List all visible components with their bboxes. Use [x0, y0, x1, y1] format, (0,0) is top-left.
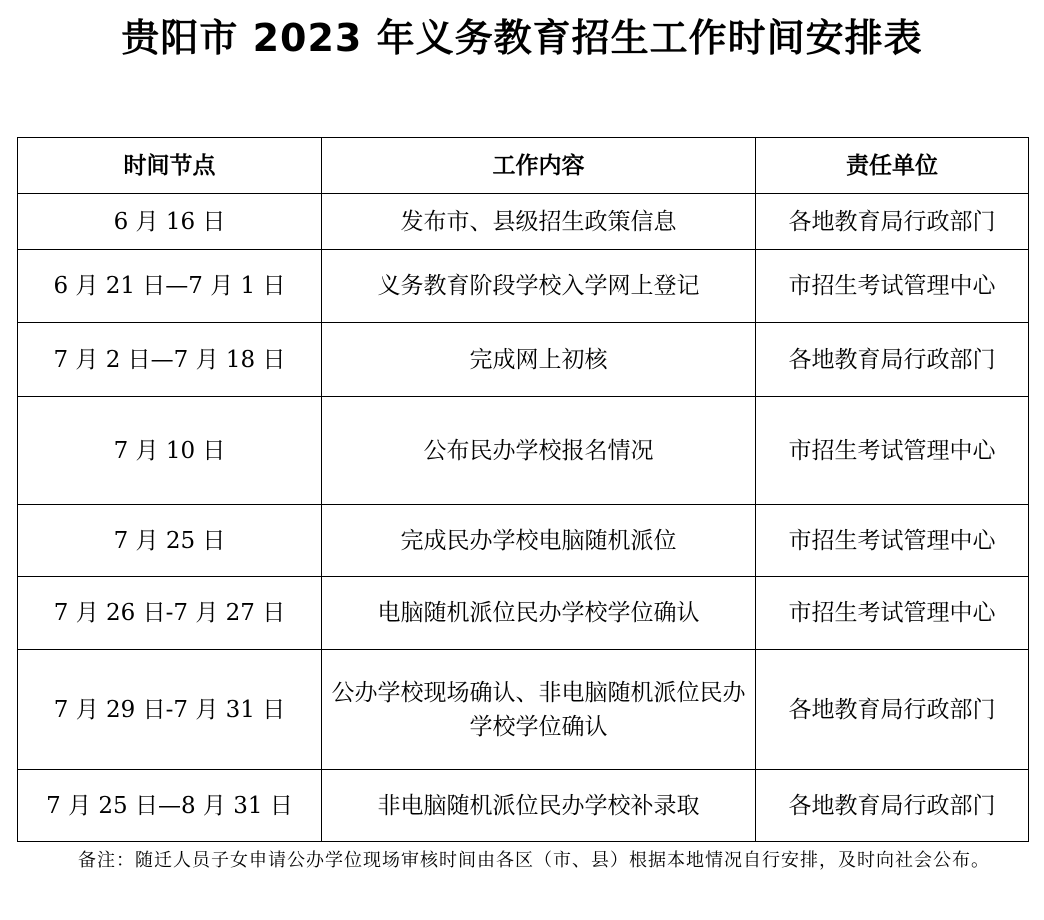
time-cell: 7 月 26 日-7 月 27 日: [18, 577, 322, 650]
time-cell: 7 月 2 日—7 月 18 日: [18, 323, 322, 397]
content-cell: 公布民办学校报名情况: [322, 397, 756, 505]
table-row: [18, 323, 1029, 397]
unit-cell: 各地教育局行政部门: [756, 323, 1029, 397]
unit-cell: 各地教育局行政部门: [756, 770, 1029, 842]
time-cell: 6 月 21 日—7 月 1 日: [18, 250, 322, 323]
unit-cell: 各地教育局行政部门: [756, 194, 1029, 250]
content-cell: 义务教育阶段学校入学网上登记: [322, 250, 756, 323]
time-cell: 7 月 10 日: [18, 397, 322, 505]
time-cell: 7 月 25 日—8 月 31 日: [18, 770, 322, 842]
table-row: [18, 577, 1029, 650]
unit-cell: 各地教育局行政部门: [756, 650, 1029, 770]
content-cell: 电脑随机派位民办学校学位确认: [322, 577, 756, 650]
time-cell: 6 月 16 日: [18, 194, 322, 250]
content-cell: 完成民办学校电脑随机派位: [322, 505, 756, 577]
content-cell: 发布市、县级招生政策信息: [322, 194, 756, 250]
header-content: 工作内容: [322, 138, 756, 194]
unit-cell: 市招生考试管理中心: [756, 577, 1029, 650]
footnote: 备注：随迁人员子女申请公办学位现场审核时间由各区（市、县）根据本地情况自行安排，及时向社会公布。: [78, 850, 990, 871]
unit-cell: 市招生考试管理中心: [756, 397, 1029, 505]
schedule-table: [17, 137, 1029, 842]
unit-cell: 市招生考试管理中心: [756, 505, 1029, 577]
unit-cell: 市招生考试管理中心: [756, 250, 1029, 323]
content-cell: 完成网上初核: [322, 323, 756, 397]
time-cell: 7 月 25 日: [18, 505, 322, 577]
time-cell: 7 月 29 日-7 月 31 日: [18, 650, 322, 770]
header-time: 时间节点: [18, 138, 322, 194]
header-unit: 责任单位: [756, 138, 1029, 194]
table-row: [18, 770, 1029, 842]
table-header-row: [18, 138, 1029, 194]
table-row: [18, 505, 1029, 577]
table-row: [18, 250, 1029, 323]
content-cell: 非电脑随机派位民办学校补录取: [322, 770, 756, 842]
content-cell: 公办学校现场确认、非电脑随机派位民办学校学位确认: [322, 650, 756, 770]
table-row: [18, 397, 1029, 505]
document-title: 贵阳市 2023 年义务教育招生工作时间安排表: [121, 16, 923, 60]
table-row: [18, 650, 1029, 770]
table-row: [18, 194, 1029, 250]
